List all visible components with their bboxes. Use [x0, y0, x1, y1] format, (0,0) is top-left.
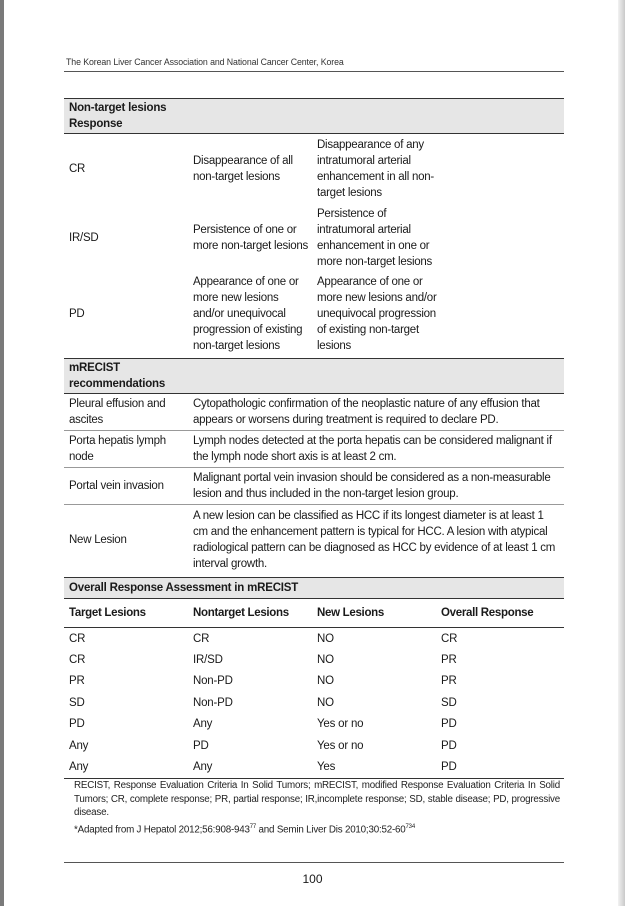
nontarget-cell: Non-PD	[193, 675, 233, 688]
target-cell: Any	[69, 739, 89, 752]
recommendation-text: Lymph nodes detected at the porta hepatis can be considered malignant if the lymph node short axis is at least 2 cm.	[193, 435, 552, 463]
table-row	[64, 671, 564, 692]
overall-response-cell: PD	[441, 761, 457, 774]
nontarget-cell: PD	[193, 739, 209, 752]
table-row	[64, 735, 564, 756]
recommendation-text: Cytopathologic confirmation of the neoplastic nature of any effusion that appears or worsens during treatment is required to declare PD.	[193, 398, 540, 426]
citation-middle: and Semin Liver Dis 2010;30:52-60	[256, 824, 406, 836]
nontarget-cell: Non-PD	[193, 696, 233, 709]
nontarget-header: Non-target lesions Response	[64, 98, 564, 134]
citation-footnote	[74, 821, 415, 837]
mrecist-cell: Persistence of intratumoral arterial enhancement in one or more non-target lesions	[317, 207, 433, 268]
citation-ref-2: 734	[405, 824, 415, 830]
target-cell: PR	[69, 675, 85, 688]
new-lesions-cell: Yes or no	[317, 739, 364, 752]
table-row	[64, 505, 564, 575]
mrecist-cell: Disappearance of any intratumoral arterial enhancement in all non-target lesions	[317, 138, 434, 199]
overall-response-cell: PD	[441, 718, 457, 731]
row-label: IR/SD	[69, 231, 99, 244]
target-cell: PD	[69, 718, 85, 731]
table-row	[64, 649, 564, 670]
footer-rule	[64, 862, 564, 863]
recommendation-text: A new lesion can be classified as HCC if its longest diameter is at least 1 cm and the enhancement pattern is typical for HCC. A lesion with atypical radiological pattern can be diagnosed as HCC by evidence of at least 1 cm interval growth.	[193, 510, 556, 570]
row-label: Porta hepatis lymph node	[69, 435, 166, 463]
new-lesions-cell: NO	[317, 696, 334, 709]
recist-cell: Disappearance of all non-target lesions	[193, 154, 293, 183]
target-cell: CR	[69, 632, 86, 645]
overall-header: Overall Response Assessment in mRECIST	[64, 577, 564, 599]
mrecist-cell: Appearance of one or more new lesions and/or unequivocal progression of existing non-target lesions	[317, 276, 437, 352]
target-cell: Any	[69, 761, 89, 774]
new-lesions-cell: Yes	[317, 761, 336, 774]
nontarget-cell: IR/SD	[193, 654, 223, 667]
table-row	[64, 134, 564, 203]
row-label: PD	[69, 308, 85, 320]
column-header-new: New Lesions	[317, 607, 384, 619]
table-row	[64, 468, 564, 505]
new-lesions-cell: Yes or no	[317, 718, 364, 731]
left-edge-bar	[0, 0, 4, 906]
table-row	[64, 272, 564, 356]
row-label: Pleural effusion and ascites	[69, 398, 166, 426]
table-row	[64, 431, 564, 468]
table-row	[64, 714, 564, 735]
citation-prefix: *Adapted from J Hepatol 2012;56:908-943	[74, 824, 250, 836]
citation-ref-1: 77	[249, 824, 257, 830]
overall-response-cell: CR	[441, 632, 458, 645]
new-lesions-cell: NO	[317, 632, 334, 645]
column-header-overall: Overall Response	[441, 607, 534, 619]
row-label: Portal vein invasion	[69, 480, 164, 492]
running-head: The Korean Liver Cancer Association and National Cancer Center, Korea	[66, 57, 344, 67]
overall-response-cell: PR	[441, 675, 457, 688]
overall-response-cell: PR	[441, 654, 457, 667]
overall-section	[64, 577, 564, 779]
column-header-target: Target Lesions	[69, 607, 146, 619]
target-cell: SD	[69, 696, 85, 709]
row-label: New Lesion	[69, 534, 127, 546]
column-header-nontarget: Nontarget Lesions	[193, 607, 289, 619]
new-lesions-cell: NO	[317, 654, 334, 667]
table-row	[64, 203, 564, 272]
recist-cell: Appearance of one or more new lesions and/or unequivocal progression of existing non-target lesions	[193, 276, 303, 352]
header-rule	[64, 71, 564, 72]
target-cell: CR	[69, 654, 86, 667]
nontarget-section	[64, 98, 564, 356]
abbreviations-footnote: RECIST, Response Evaluation Criteria In Solid Tumors; mRECIST, modified Response Evaluation Criteria In Solid Tumors; CR, complete response; PR, partial response; IR,incomplete response; SD, stable disease; PD, progressive disease.	[74, 780, 560, 818]
overall-column-headers	[64, 599, 564, 628]
overall-response-cell: PD	[441, 739, 457, 752]
nontarget-cell: Any	[193, 718, 213, 731]
mrecist-header: mRECIST recommendations	[64, 358, 564, 394]
nontarget-cell: Any	[193, 761, 213, 774]
nontarget-cell: CR	[193, 632, 210, 645]
row-label: CR	[69, 162, 86, 175]
overall-rows	[64, 628, 564, 779]
table-row	[64, 394, 564, 431]
mrecist-section	[64, 358, 564, 575]
table-row	[64, 756, 564, 778]
new-lesions-cell: NO	[317, 675, 334, 688]
recommendation-text: Malignant portal vein invasion should be considered as a non-measurable lesion and thus included in the non-target lesion group.	[193, 472, 551, 500]
table-row	[64, 692, 564, 713]
overall-response-cell: SD	[441, 696, 457, 709]
right-edge-shadow	[618, 0, 625, 906]
page-number: 100	[302, 872, 323, 886]
table-row	[64, 628, 564, 649]
recist-cell: Persistence of one or more non-target lesions	[193, 223, 309, 252]
